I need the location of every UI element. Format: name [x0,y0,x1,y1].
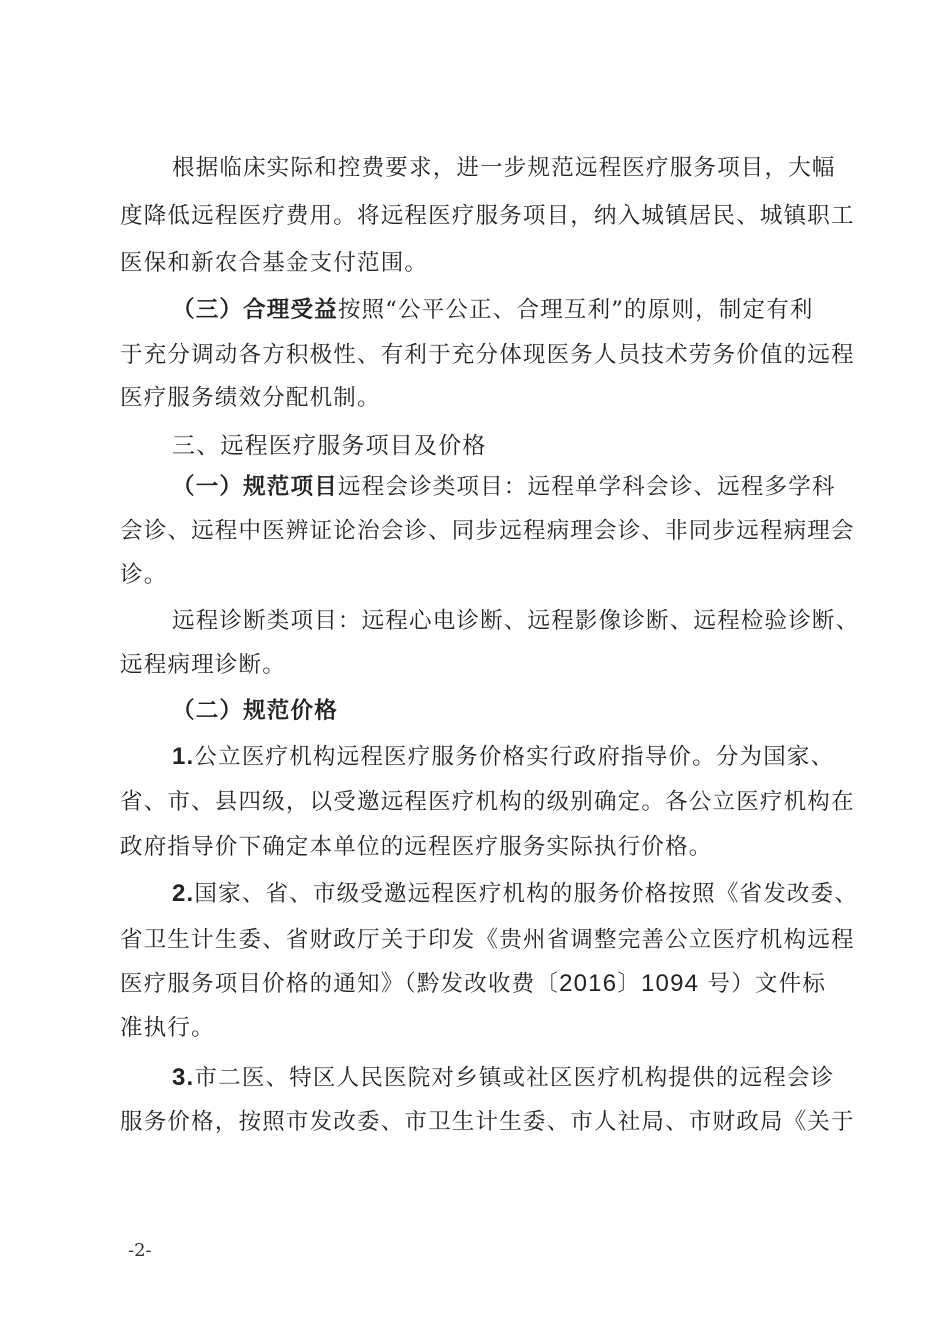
paragraph-text: 公立医疗机构远程医疗服务价格实行政府指导价。分为国家、 [194,744,835,770]
paragraph-line [120,970,870,998]
paragraph-line: 远程病理诊断。 [120,652,286,678]
paragraph-line [172,1064,870,1092]
subsection-heading: （一）规范项目 [172,474,338,500]
subsection-heading: （二）规范价格 [172,698,338,724]
paragraph-text: 远程会诊类项目：远程单学科会诊、远程多学科 [337,474,836,500]
paragraph-line [172,880,870,908]
paragraph-line: 省、市、县四级，以受邀远程医疗机构的级别确定。各公立医疗机构在 [120,789,855,815]
paragraph-line: 医疗服务绩效分配机制。 [120,385,381,411]
item-number: 1. [172,743,195,770]
page-number: -2- [128,1240,152,1261]
paragraph-line: 度降低远程医疗费用。将远程医疗服务项目，纳入城镇居民、城镇职工 [120,203,855,229]
paragraph-line: 于充分调动各方积极性、有利于充分体现医务人员技术劳务价值的远程 [120,342,855,368]
paragraph-line: 省卫生计生委、省财政厅关于印发《贵州省调整完善公立医疗机构远程 [120,927,855,953]
subsection-heading: （三）合理受益 [172,297,338,323]
paragraph-text: 国家、省、市级受邀远程医疗机构的服务价格按照《省发改委、 [194,881,859,907]
document-number: 1094 [640,970,700,997]
paragraph-line [172,473,870,501]
paragraph-text: 市二医、特区人民医院对乡镇或社区医疗机构提供的远程会诊 [194,1065,835,1091]
paragraph-line [172,296,870,324]
item-number: 2. [172,880,195,907]
paragraph-line: 医保和新农合基金支付范围。 [120,250,429,276]
paragraph-text: 号）文件标 [699,971,827,997]
paragraph-text: 〕 [617,971,641,997]
paragraph-line [172,743,870,771]
paragraph-line: 根据临床实际和控费要求，进一步规范远程医疗服务项目，大幅 [172,155,836,181]
item-number: 3. [172,1064,195,1091]
section-heading: 三、远程医疗服务项目及价格 [172,433,487,459]
paragraph-line: 准执行。 [120,1015,215,1041]
paragraph-line: 诊。 [120,562,168,588]
paragraph-text: 按照“公平公正、合理互利”的原则，制定有利 [337,297,814,323]
paragraph-line: 政府指导价下确定本单位的远程医疗服务实际执行价格。 [120,834,713,860]
document-year: 2016 [559,970,618,997]
paragraph-line: 会诊、远程中医辨证论治会诊、同步远程病理会诊、非同步远程病理会 [120,518,855,544]
paragraph-line: 远程诊断类项目：远程心电诊断、远程影像诊断、远程检验诊断、 [172,608,860,634]
paragraph-line: 服务价格，按照市发改委、市卫生计生委、市人社局、市财政局《关于 [120,1109,855,1135]
paragraph-text: 医疗服务项目价格的通知》（黔发改收费〔 [120,971,560,997]
